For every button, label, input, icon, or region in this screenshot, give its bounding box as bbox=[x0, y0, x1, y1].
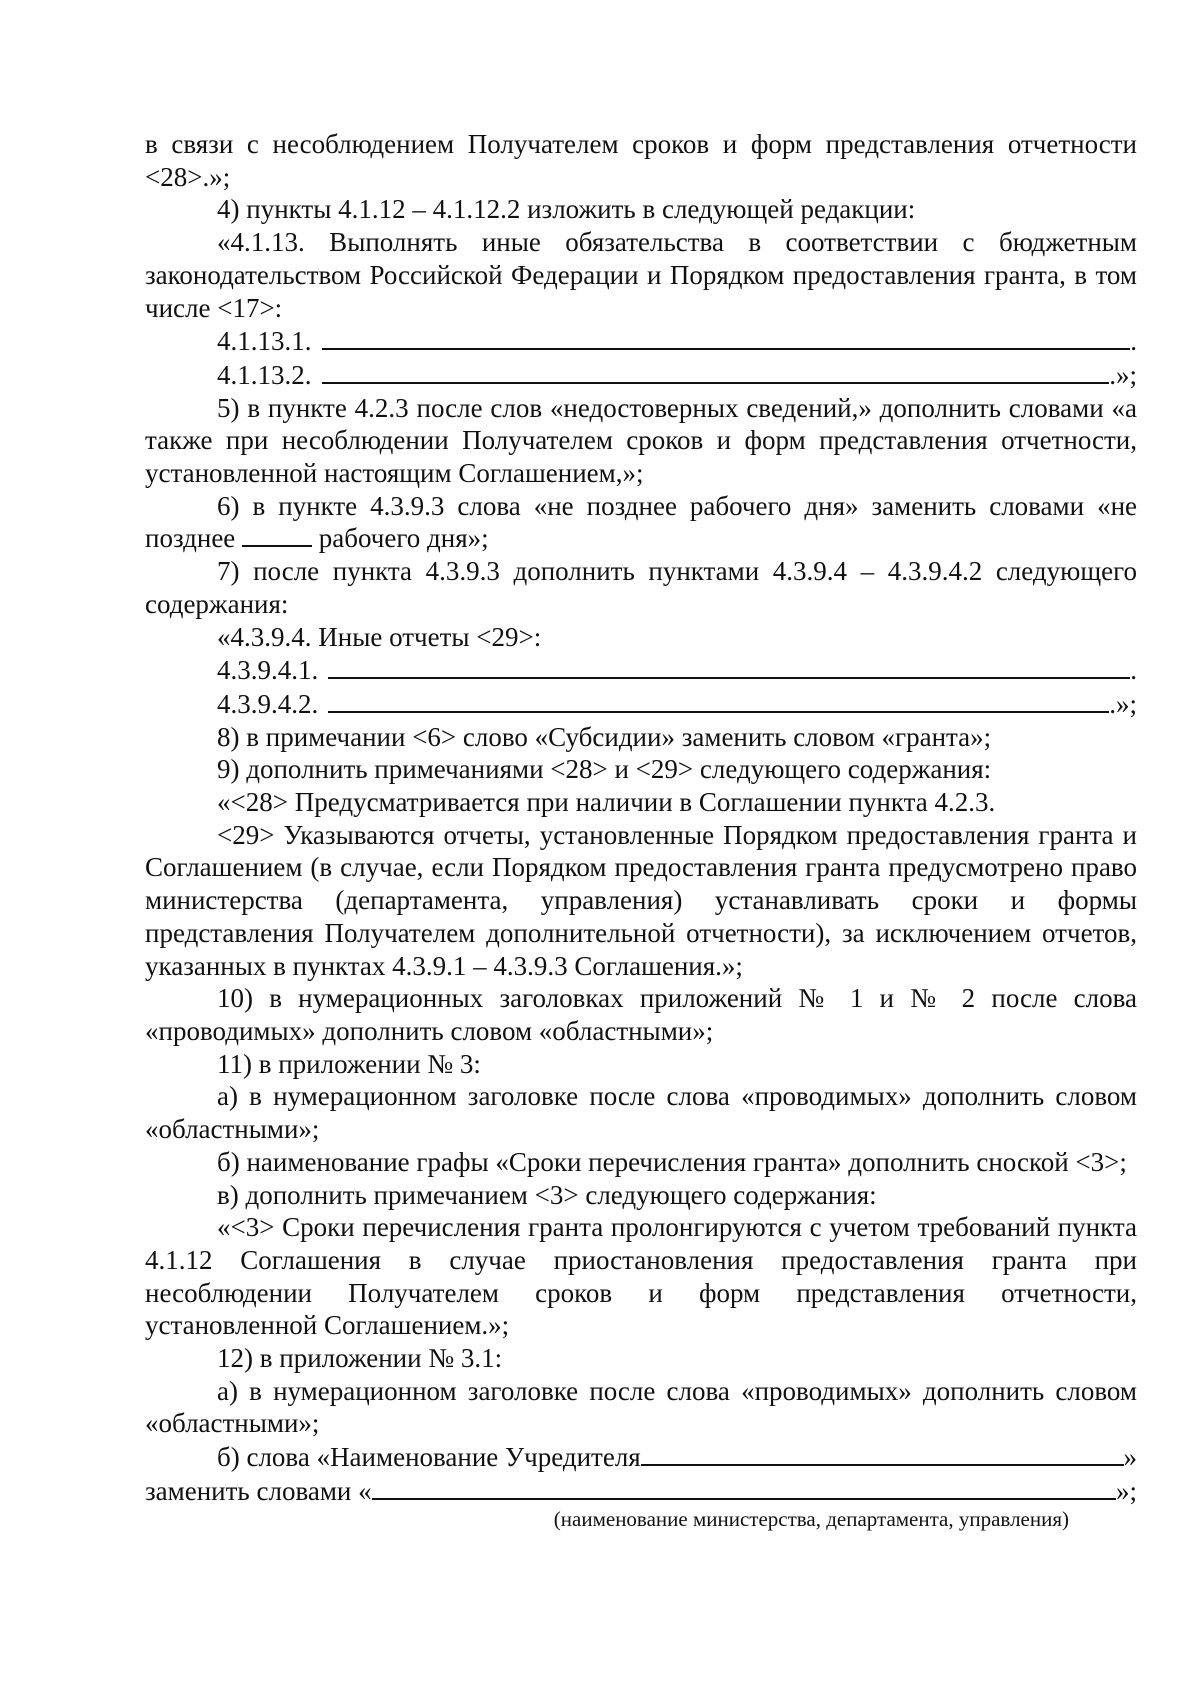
fill-line-4-1-13-1 bbox=[145, 324, 1137, 358]
paragraph-item-4: 4) пункты 4.1.12 – 4.1.12.2 изложить в следующей редакции: bbox=[217, 194, 916, 225]
paragraph-item-12-b bbox=[145, 1440, 1137, 1474]
blank-line bbox=[641, 1440, 1124, 1466]
blank-line bbox=[322, 324, 1131, 350]
paragraph-item-9: 9) дополнить примечаниями <28> и <29> следующего содержания: bbox=[217, 754, 992, 785]
fill-line-label: 4.1.13.2. bbox=[217, 359, 312, 390]
blank-line-caption: (наименование министерства, департамента, управления) bbox=[553, 1506, 1069, 1531]
paragraph-item-6-end: рабочего дня»; bbox=[312, 523, 489, 554]
paragraph-item-11-b: б) наименование графы «Сроки перечисления гранта» дополнить сноской <3>; bbox=[217, 1146, 1127, 1177]
fill-line-end: . bbox=[1130, 655, 1137, 686]
paragraph-item-10: 10) в нумерационных заголовках приложений № 1 и № 2 после слова «проводимых» дополнить словом «областными»; bbox=[145, 983, 1137, 1046]
paragraph-item-8: 8) в примечании <6> слово «Субсидии» заменить словом «гранта»; bbox=[217, 721, 992, 752]
paragraph-item-11-a: а) в нумерационном заголовке после слова «проводимых» дополнить словом «областными»; bbox=[145, 1081, 1137, 1145]
fill-line-end: .»; bbox=[1109, 359, 1137, 390]
paragraph-note-28: «<28> Предусматривается при наличии в Соглашении пункта 4.2.3. bbox=[217, 787, 996, 818]
paragraph-item-12-a: а) в нумерационном заголовке после слова «проводимых» дополнить словом «областными»; bbox=[145, 1375, 1137, 1439]
blank-line bbox=[372, 1474, 1116, 1500]
fill-line-end: .»; bbox=[1109, 688, 1137, 719]
fill-line-4-1-13-2 bbox=[145, 358, 1137, 392]
paragraph-item-12-b-replace-start: заменить словами « bbox=[145, 1475, 372, 1506]
fill-line-label: 4.3.9.4.1. bbox=[217, 655, 319, 686]
paragraph-note-3: «<3> Сроки перечисления гранта пролонгируются с учетом требований пункта 4.1.12 Соглашения в случае приостановления предоставления гранта при несоблюдении Получателем сроков и форм представления отчетности, установленной Соглашением.»; bbox=[145, 1212, 1137, 1341]
paragraph-item-11-c: в) дополнить примечанием <3> следующего содержания: bbox=[217, 1179, 877, 1210]
paragraph-4-3-9-4: «4.3.9.4. Иные отчеты <29>: bbox=[217, 621, 542, 652]
paragraph-note-29: <29> Указываются отчеты, установленные Порядком предоставления гранта и Соглашением (в случае, если Порядком предоставления гранта предусмотрено право министерства (департамента, управления) устанавливать сроки и формы представления Получателем дополнительной отчетности), за исключением отчетов, указанных в пунктах 4.3.9.1 – 4.3.9.3 Соглашения.»; bbox=[145, 819, 1137, 981]
paragraph-4-1-13: «4.1.13. Выполнять иные обязательства в соответствии с бюджетным законодательством Российской Федерации и Порядком предоставления гранта, в том числе <17>: bbox=[145, 227, 1137, 323]
fill-line-label: 4.3.9.4.2. bbox=[217, 688, 319, 719]
paragraph-item-11: 11) в приложении № 3: bbox=[217, 1048, 481, 1079]
paragraph-continuation: в связи с несоблюдением Получателем сроков и форм представления отчетности <28>.»; bbox=[145, 129, 1137, 192]
paragraph-item-5: 5) в пункте 4.2.3 после слов «недостоверных сведений,» дополнить словами «а также при несоблюдении Получателем сроков и форм представления отчетности, установленной настоящим Соглашением,»; bbox=[145, 392, 1137, 489]
paragraph-item-12-b-end: » bbox=[1123, 1442, 1137, 1473]
document-page bbox=[145, 128, 1137, 1532]
fill-line-4-3-9-4-1 bbox=[145, 653, 1137, 687]
paragraph-item-7: 7) после пункта 4.3.9.3 дополнить пунктами 4.3.9.4 – 4.3.9.4.2 следующего содержания: bbox=[145, 556, 1137, 619]
blank-line bbox=[328, 653, 1130, 679]
paragraph-item-6-start: 6) в пункте 4.3.9.3 слова «не позднее рабочего дня» заменить словами «не позднее bbox=[145, 490, 1137, 554]
blank-line bbox=[322, 358, 1110, 384]
fill-line-end: . bbox=[1130, 326, 1137, 357]
blank-line bbox=[328, 687, 1109, 713]
paragraph-item-12: 12) в приложении № 3.1: bbox=[217, 1343, 503, 1374]
fill-line-label: 4.1.13.1. bbox=[217, 326, 312, 357]
paragraph-item-12-b-replace-end: »; bbox=[1115, 1475, 1137, 1506]
paragraph-item-6 bbox=[145, 490, 1137, 555]
short-blank-line bbox=[242, 523, 312, 547]
paragraph-item-12-b-start: б) слова «Наименование Учредителя bbox=[217, 1442, 641, 1473]
paragraph-item-12-b-replace bbox=[145, 1474, 1137, 1508]
fill-line-4-3-9-4-2 bbox=[145, 687, 1137, 721]
